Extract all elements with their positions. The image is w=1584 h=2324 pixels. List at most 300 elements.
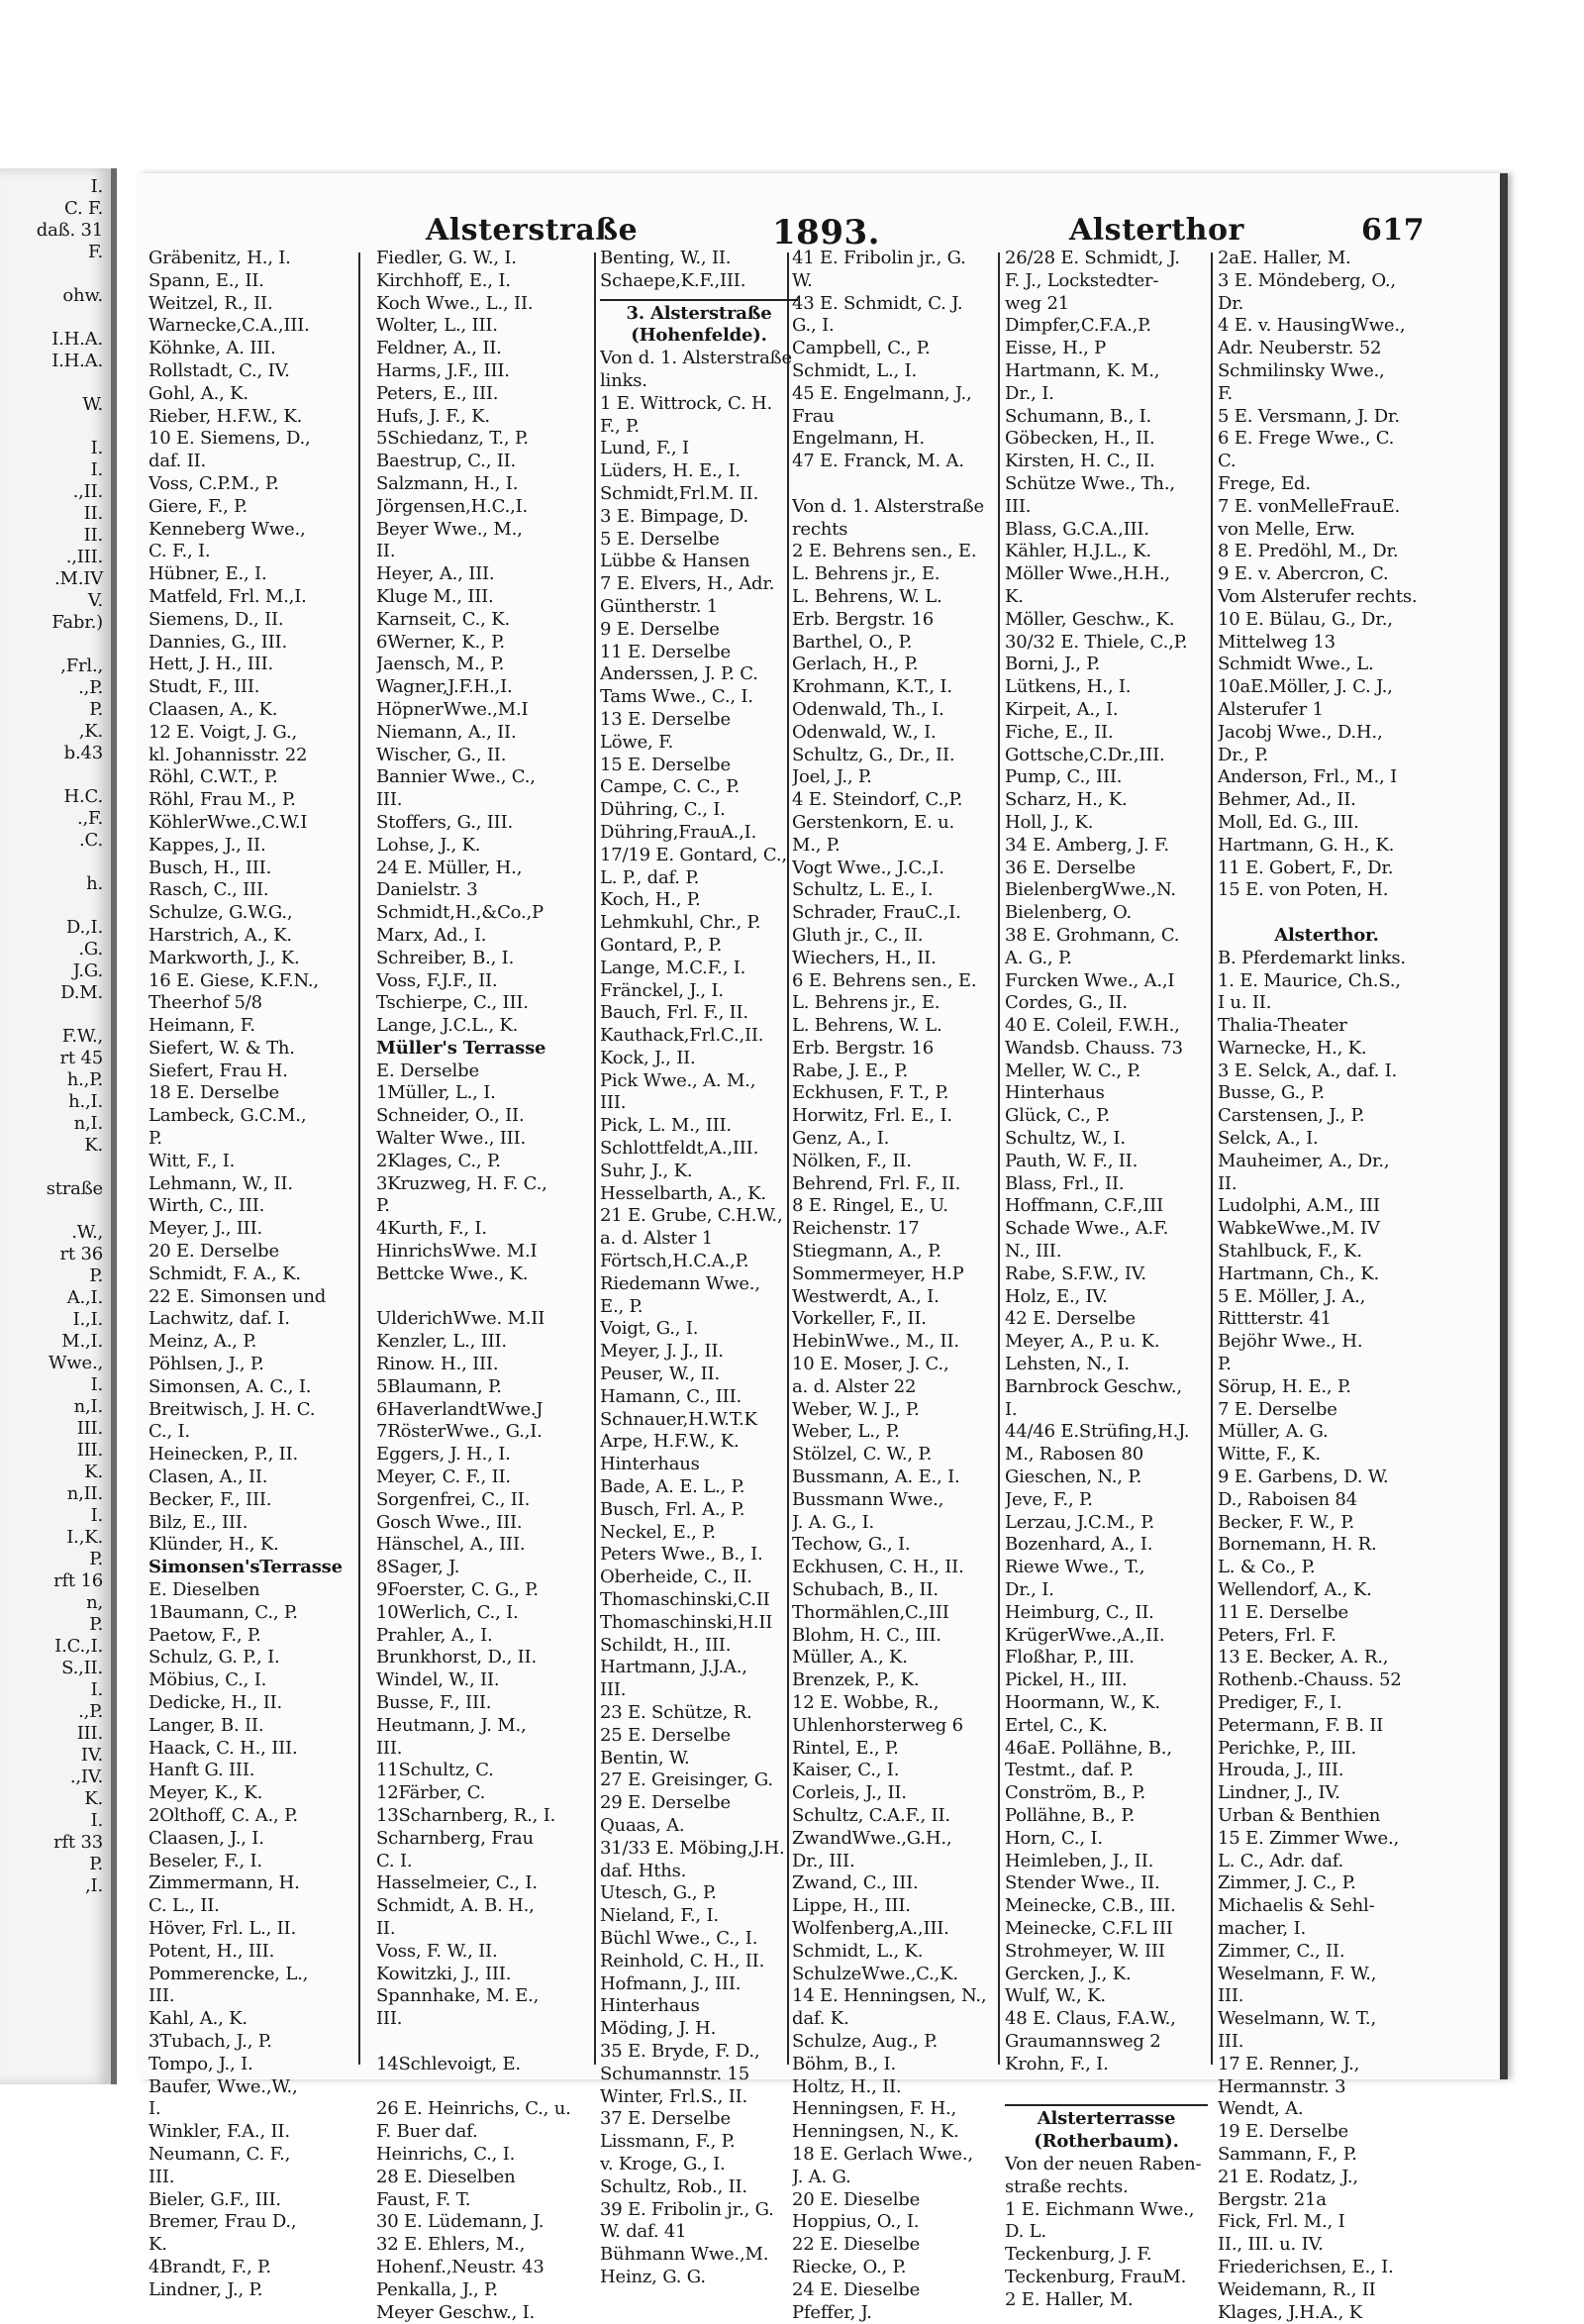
directory-entry: 5Blaumann, P. bbox=[376, 1375, 502, 1397]
directory-entry: 31/33 E. Möbing,J.H. bbox=[600, 1837, 785, 1859]
directory-entry: Henningsen, F. H., bbox=[792, 2098, 957, 2120]
directory-entry: N., III. bbox=[1005, 1241, 1062, 1263]
directory-entry: 20 E. Derselbe bbox=[148, 1241, 279, 1263]
previous-page-line: I. bbox=[90, 1810, 103, 1831]
directory-entry: Büchl Wwe., C., I. bbox=[600, 1927, 758, 1949]
directory-entry: Lippe, H., III. bbox=[792, 1895, 911, 1917]
directory-entry: Hrouda, J., III. bbox=[1218, 1760, 1344, 1781]
directory-entry: Conström, B., P. bbox=[1005, 1782, 1146, 1804]
directory-entry: macher, I. bbox=[1218, 1917, 1307, 1939]
directory-entry: Weselmann, W. T., bbox=[1218, 2008, 1376, 2030]
previous-page-line: ,I. bbox=[85, 1875, 103, 1896]
previous-page-line: n,II. bbox=[66, 1483, 103, 1504]
directory-entry: 10 E. Siemens, D., bbox=[148, 428, 311, 450]
directory-entry: Koch, H., P. bbox=[600, 889, 701, 911]
previous-page-line: D.,I. bbox=[65, 917, 103, 938]
directory-entry: Reinhold, C. H., II. bbox=[600, 1950, 765, 1971]
directory-entry: III. bbox=[1005, 495, 1032, 517]
directory-entry: Dr. bbox=[1218, 292, 1244, 314]
previous-page-line: rt 45 bbox=[59, 1048, 103, 1068]
directory-entry: Blass, G.C.A.,III. bbox=[1005, 518, 1149, 540]
directory-entry: Schaepe,K.F.,III. bbox=[600, 269, 746, 291]
previous-page-line: II. bbox=[83, 525, 103, 546]
directory-entry: 11 E. Gobert, F., Dr. bbox=[1218, 857, 1394, 878]
directory-entry: Schulz, G. P., I. bbox=[148, 1647, 280, 1668]
directory-entry: Nölken, F., II. bbox=[792, 1150, 912, 1171]
directory-entry: Von der neuen Raben- bbox=[1005, 2153, 1202, 2174]
previous-page-line: I. bbox=[90, 1679, 103, 1700]
directory-entry: III. bbox=[1218, 2030, 1244, 2052]
previous-page-line: J.G. bbox=[72, 960, 103, 981]
directory-entry: Bilz, E., III. bbox=[148, 1511, 248, 1533]
directory-entry: Lissmann, F., P. bbox=[600, 2131, 736, 2153]
previous-page-edge bbox=[0, 168, 117, 2084]
directory-entry: 3 E. Möndeberg, O., bbox=[1218, 269, 1396, 291]
directory-entry: Horn, C., I. bbox=[1005, 1827, 1103, 1849]
directory-entry: 5Schiedanz, T., P. bbox=[376, 428, 529, 450]
directory-entry: F. J., Lockstedter- bbox=[1005, 269, 1159, 291]
directory-entry: Weber, L., P. bbox=[792, 1421, 900, 1443]
directory-entry: Odenwald, Th., I. bbox=[792, 698, 944, 720]
directory-entry: Lehsten, N., I. bbox=[1005, 1354, 1130, 1375]
directory-entry: Lehmkuhl, Chr., P. bbox=[600, 912, 761, 934]
directory-entry: Peters Wwe., B., I. bbox=[600, 1544, 763, 1566]
column-6 bbox=[1218, 248, 1436, 2324]
directory-entry: A. G., P. bbox=[1005, 947, 1072, 968]
directory-entry: Weidemann, R., II bbox=[1218, 2278, 1376, 2300]
directory-entry: M., Rabosen 80 bbox=[1005, 1444, 1143, 1465]
directory-entry: Möller, Geschw., K. bbox=[1005, 608, 1175, 630]
directory-entry: Campe, C. C., P. bbox=[600, 776, 741, 798]
directory-entry: Stoffers, G., III. bbox=[376, 811, 514, 833]
directory-entry: Penkalla, J., P. bbox=[376, 2278, 498, 2300]
directory-entry: L. Behrens, W. L. bbox=[792, 585, 942, 607]
previous-page-line: I. bbox=[90, 459, 103, 480]
directory-entry: Gieschen, N., P. bbox=[1005, 1466, 1142, 1488]
previous-page-line: I.,I. bbox=[72, 1309, 103, 1330]
directory-entry: Bielenberg, O. bbox=[1005, 902, 1133, 924]
directory-entry: Corleis, J., II. bbox=[792, 1782, 907, 1804]
previous-page-line bbox=[37, 372, 111, 394]
section-heading: Alsterthor. bbox=[1274, 924, 1379, 946]
directory-entry: 5 E. Möller, J. A., bbox=[1218, 1285, 1366, 1307]
directory-entry: Utesch, G., P. bbox=[600, 1882, 717, 1904]
directory-entry: 30 E. Lüdemann, J. bbox=[376, 2211, 544, 2233]
previous-page-line: b.43 bbox=[63, 743, 103, 763]
directory-entry: Hofmann, J., III. bbox=[600, 1972, 742, 1994]
directory-entry: Bozenhard, A., I. bbox=[1005, 1534, 1153, 1556]
directory-entry: Rieber, H.F.W., K. bbox=[148, 405, 303, 427]
directory-entry: 24 E. Müller, H., bbox=[376, 857, 523, 878]
directory-entry: Faust, F. T. bbox=[376, 2188, 471, 2210]
header-year: 1893. bbox=[772, 213, 880, 253]
directory-entry: II. bbox=[1218, 1172, 1238, 1194]
directory-entry: Riecke, O., P. bbox=[792, 2256, 907, 2277]
directory-entry: III. bbox=[600, 1092, 627, 1114]
previous-page-line: V. bbox=[87, 590, 103, 611]
directory-entry: Meyer Geschw., I. bbox=[376, 2301, 536, 2323]
directory-entry: 41 E. Fribolin jr., G. bbox=[792, 248, 966, 268]
directory-entry: Vorkeller, F., II. bbox=[792, 1308, 927, 1330]
previous-page-line: n,I. bbox=[73, 1113, 103, 1134]
previous-page-line: .G. bbox=[78, 939, 103, 960]
directory-entry: 30/32 E. Thiele, C.,P. bbox=[1005, 631, 1188, 653]
directory-entry: 13 E. Derselbe bbox=[600, 708, 731, 730]
directory-entry: 17/19 E. Gontard, C., bbox=[600, 844, 787, 865]
directory-entry: Meinecke, C.B., III. bbox=[1005, 1895, 1176, 1917]
previous-page-line: F.W., bbox=[61, 1026, 103, 1047]
directory-entry: 18 E. Derselbe bbox=[148, 1082, 279, 1104]
directory-entry: 2aE. Haller, M. bbox=[1218, 248, 1351, 268]
directory-entry: Schubach, B., II. bbox=[792, 1579, 939, 1601]
directory-entry: 16 E. Giese, K.F.N., bbox=[148, 969, 319, 991]
directory-entry: Zimmermann, H. bbox=[148, 1872, 300, 1894]
directory-entry: 4 E. Steindorf, C.,P. bbox=[792, 789, 963, 811]
directory-entry: 34 E. Amberg, J. F. bbox=[1005, 834, 1169, 856]
directory-entry: Oberheide, C., II. bbox=[600, 1566, 752, 1588]
directory-entry: Zimmer, C., II. bbox=[1218, 1940, 1345, 1962]
directory-entry: Pauth, W. F., II. bbox=[1005, 1150, 1138, 1171]
directory-entry: Kenzler, L., III. bbox=[376, 1331, 507, 1353]
directory-entry: Möding, J. H. bbox=[600, 2018, 717, 2040]
directory-entry: Schildt, H., III. bbox=[600, 1634, 732, 1656]
directory-entry: Hinterhaus bbox=[600, 1454, 700, 1475]
directory-entry: 36 E. Derselbe bbox=[1005, 857, 1136, 878]
directory-entry: 8Sager, J. bbox=[376, 1557, 460, 1578]
directory-entry: Rollstadt, C., IV. bbox=[148, 359, 290, 381]
directory-entry: 26 E. Heinrichs, C., u. bbox=[376, 2098, 571, 2120]
directory-entry: Becker, F., III. bbox=[148, 1488, 272, 1510]
directory-entry: Röhl, Frau M., P. bbox=[148, 789, 296, 811]
directory-entry: W. bbox=[792, 269, 813, 291]
directory-entry: Horwitz, Frl. E., I. bbox=[792, 1105, 952, 1127]
directory-entry: Bejöhr Wwe., H. bbox=[1218, 1331, 1363, 1353]
directory-entry: Wulf, W., K. bbox=[1005, 1985, 1106, 2007]
previous-page-line: I. bbox=[90, 438, 103, 458]
directory-entry: 11 E. Derselbe bbox=[1218, 1601, 1348, 1623]
directory-entry: Wolfenberg,A.,III. bbox=[792, 1917, 949, 1939]
directory-entry: 44/46 E.Strüfing,H.J. bbox=[1005, 1421, 1190, 1443]
directory-entry: Floßhar, P., III. bbox=[1005, 1647, 1135, 1668]
directory-entry: Bussmann, A. E., I. bbox=[792, 1466, 960, 1488]
directory-entry: Dannies, G., III. bbox=[148, 631, 287, 653]
directory-entry: 23 E. Schütze, R. bbox=[600, 1702, 752, 1723]
directory-entry: Schultz, L. E., I. bbox=[792, 879, 934, 901]
column-2 bbox=[376, 248, 584, 2324]
directory-entry: 7 E. Elvers, H., Adr. bbox=[600, 573, 775, 595]
directory-entry: P. bbox=[148, 1128, 162, 1150]
directory-entry: 10 E. Bülau, G., Dr., bbox=[1218, 608, 1393, 630]
previous-page-line: Fabr.) bbox=[51, 612, 103, 633]
directory-entry: 6HaverlandtWwe.J bbox=[376, 1398, 544, 1420]
directory-entry: Hartmann, Ch., K. bbox=[1218, 1263, 1379, 1284]
directory-entry: 26/28 E. Schmidt, J. bbox=[1005, 248, 1180, 268]
directory-entry: 40 E. Coleil, F.W.H., bbox=[1005, 1015, 1180, 1037]
directory-entry: Meinz, A., P. bbox=[148, 1331, 257, 1353]
directory-entry: 15 E. von Poten, H. bbox=[1218, 879, 1389, 901]
directory-entry: Gräbenitz, H., I. bbox=[148, 248, 291, 268]
directory-entry: Heinrichs, C., I. bbox=[376, 2143, 516, 2165]
previous-page-line: M.,I. bbox=[61, 1331, 103, 1352]
directory-entry: Bade, A. E. L., P. bbox=[600, 1476, 745, 1498]
section-heading: Simonsen'sTerrasse bbox=[148, 1557, 343, 1578]
directory-entry: Busch, Frl. A., P. bbox=[600, 1498, 745, 1520]
directory-entry: Kahl, A., K. bbox=[148, 2008, 248, 2030]
directory-entry: Hufs, J. F., K. bbox=[376, 405, 490, 427]
directory-entry: Stölzel, C. W., P. bbox=[792, 1444, 933, 1465]
directory-entry: L. & Co., P. bbox=[1218, 1557, 1316, 1578]
directory-entry: Förtsch,H.C.A.,P. bbox=[600, 1251, 749, 1272]
directory-entry: II. bbox=[376, 541, 396, 562]
directory-entry: II. bbox=[376, 1917, 396, 1939]
previous-page-line: P. bbox=[89, 1854, 103, 1874]
directory-entry: 10Werlich, C., I. bbox=[376, 1601, 519, 1623]
directory-entry: Hermannstr. 3 bbox=[1218, 2075, 1346, 2097]
directory-entry: Kauthack,Frl.C.,II. bbox=[600, 1025, 764, 1047]
directory-entry: Dühring,FrauA.,I. bbox=[600, 821, 757, 843]
directory-entry: Odenwald, W., I. bbox=[792, 721, 937, 743]
directory-entry: III. bbox=[148, 1985, 175, 2007]
column-5 bbox=[1005, 248, 1208, 2312]
directory-entry: Kirpeit, A., I. bbox=[1005, 698, 1119, 720]
directory-entry: Rabe, J. E., P. bbox=[792, 1060, 909, 1081]
column-4 bbox=[792, 248, 1000, 2324]
directory-entry: Winter, Frl.S., II. bbox=[600, 2085, 748, 2107]
directory-entry: Westwerdt, A., I. bbox=[792, 1285, 940, 1307]
directory-entry: Dr., I. bbox=[1005, 1579, 1054, 1601]
previous-page-line: .,P. bbox=[78, 677, 103, 698]
directory-entry: Techow, G., I. bbox=[792, 1534, 911, 1556]
previous-page-line: ohw. bbox=[62, 285, 103, 306]
directory-entry: Lübbe & Hansen bbox=[600, 551, 750, 572]
header-right-title: Alsterthor bbox=[1069, 213, 1244, 248]
directory-entry: Dr., P. bbox=[1218, 744, 1269, 765]
directory-entry: Schneider, O., II. bbox=[376, 1105, 525, 1127]
directory-entry: 4Kurth, F., I. bbox=[376, 1218, 487, 1240]
directory-entry: Harms, J.F., III. bbox=[376, 359, 510, 381]
directory-entry: Meyer, A., P. u. K. bbox=[1005, 1331, 1160, 1353]
directory-entry: Wiechers, H., II. bbox=[792, 947, 937, 968]
section-heading: 3. Alsterstraße bbox=[600, 299, 798, 326]
previous-page-line: h.,I. bbox=[68, 1091, 103, 1112]
previous-page-line: K. bbox=[84, 1462, 103, 1482]
previous-page-line: n, bbox=[86, 1592, 103, 1613]
directory-entry: 24 E. Dieselbe bbox=[792, 2278, 921, 2300]
directory-entry: Hasselmeier, C., I. bbox=[376, 1872, 538, 1894]
directory-entry: Fick, Frl. M., I bbox=[1218, 2211, 1345, 2233]
previous-page-line: A.,I. bbox=[66, 1287, 103, 1308]
previous-page-line: h. bbox=[86, 873, 103, 894]
directory-entry: Claasen, A., K. bbox=[148, 698, 278, 720]
directory-entry: 39 E. Fribolin jr., G. bbox=[600, 2198, 774, 2220]
directory-entry: Schmidt Wwe., L. bbox=[1218, 654, 1374, 675]
directory-entry: Peters, Frl. F. bbox=[1218, 1624, 1336, 1646]
directory-entry: Kirsten, H. C., II. bbox=[1005, 451, 1155, 472]
directory-entry: 17 E. Renner, J., bbox=[1218, 2053, 1360, 2074]
directory-entry: Bettcke Wwe., K. bbox=[376, 1263, 529, 1284]
directory-entry: Petermann, F. B. II bbox=[1218, 1714, 1384, 1736]
directory-entry: SchulzeWwe.,C.,K. bbox=[792, 1963, 958, 1984]
previous-page-line: F. bbox=[87, 242, 103, 262]
directory-entry: 15 E. Zimmer Wwe., bbox=[1218, 1827, 1399, 1849]
directory-entry: Möller Wwe.,H.H., bbox=[1005, 563, 1170, 585]
directory-entry: 2 E. Behrens sen., E. bbox=[792, 541, 977, 562]
directory-entry: Peuser, W., II. bbox=[600, 1364, 720, 1385]
directory-entry: Walter Wwe., III. bbox=[376, 1128, 527, 1150]
directory-entry: 19 E. Derselbe bbox=[1218, 2121, 1348, 2143]
directory-entry: L. C., Adr. daf. bbox=[1218, 1850, 1344, 1871]
directory-entry: F. Buer daf. bbox=[376, 2121, 478, 2143]
directory-entry: Selck, A., I. bbox=[1218, 1128, 1319, 1150]
directory-entry: Schlottfeldt,A.,III. bbox=[600, 1138, 759, 1160]
page-number: 617 bbox=[1361, 213, 1426, 248]
previous-page-line: I.C.,I. bbox=[54, 1636, 103, 1657]
directory-entry: Stender Wwe., II. bbox=[1005, 1872, 1160, 1894]
directory-entry: Heimburg, C., II. bbox=[1005, 1601, 1154, 1623]
directory-entry: KrügerWwe.,A.,II. bbox=[1005, 1624, 1165, 1646]
directory-entry: Hoffmann, C.F.,III bbox=[1005, 1195, 1163, 1217]
directory-entry: Hett, J. H., III. bbox=[148, 654, 274, 675]
directory-entry: 45 E. Engelmann, J., bbox=[792, 382, 972, 404]
directory-entry: Spannhake, M. E., bbox=[376, 1985, 540, 2007]
directory-entry: Glück, C., P. bbox=[1005, 1105, 1111, 1127]
directory-entry: Kähler, H.J.L., K. bbox=[1005, 541, 1151, 562]
directory-entry: Markworth, J., K. bbox=[148, 947, 300, 968]
previous-page-line: K. bbox=[84, 1135, 103, 1156]
directory-entry: 9 E. Derselbe bbox=[600, 618, 720, 640]
directory-entry: Schultz, G., Dr., II. bbox=[792, 744, 955, 765]
directory-entry: Thalia-Theater bbox=[1218, 1015, 1347, 1037]
directory-entry: Pöhlsen, J., P. bbox=[148, 1354, 264, 1375]
directory-entry: 6 E. Frege Wwe., C. bbox=[1218, 428, 1395, 450]
directory-entry: Strohmeyer, W. III bbox=[1005, 1940, 1165, 1962]
directory-entry: Von d. 1. Alsterstraße bbox=[600, 348, 792, 369]
directory-entry: Busse, G., P. bbox=[1218, 1082, 1325, 1104]
previous-page-line: rt 36 bbox=[59, 1244, 103, 1264]
directory-entry: Gerlach, H., P. bbox=[792, 654, 919, 675]
directory-entry: 2Klages, C., P. bbox=[376, 1150, 501, 1171]
directory-entry: Pump, C., III. bbox=[1005, 766, 1123, 788]
directory-entry: Suhr, J., K. bbox=[600, 1160, 693, 1181]
directory-entry bbox=[376, 2076, 584, 2099]
directory-entry: W. daf. 41 bbox=[600, 2221, 687, 2243]
directory-entry: 2Olthoff, C. A., P. bbox=[148, 1804, 298, 1826]
directory-entry: Gosch Wwe., III. bbox=[376, 1511, 523, 1533]
directory-entry: Arpe, H.F.W., K. bbox=[600, 1431, 740, 1453]
directory-entry: Clasen, A., II. bbox=[148, 1466, 268, 1488]
directory-entry: daf. K. bbox=[792, 2008, 849, 2030]
directory-entry: C. L., II. bbox=[148, 1895, 220, 1917]
directory-entry: Adr. Neuberstr. 52 bbox=[1218, 338, 1382, 359]
directory-entry: 38 E. Grohmann, C. bbox=[1005, 924, 1180, 946]
directory-entry: Heinecken, P., II. bbox=[148, 1444, 298, 1465]
directory-entry: Teckenburg, FrauM. bbox=[1005, 2266, 1187, 2287]
directory-entry: 4 E. v. HausingWwe., bbox=[1218, 315, 1406, 337]
directory-entry: Friederichsen, E., I. bbox=[1218, 2256, 1394, 2277]
directory-entry: v. Kroge, G., I. bbox=[600, 2153, 726, 2174]
previous-page-line: .,IV. bbox=[69, 1767, 103, 1787]
directory-entry: Kenneberg Wwe., bbox=[148, 518, 306, 540]
directory-entry: Stahlbuck, F., K. bbox=[1218, 1241, 1362, 1263]
directory-entry: 21 E. Grube, C.H.W., bbox=[600, 1205, 783, 1227]
directory-entry: Schnauer,H.W.T.K bbox=[600, 1408, 757, 1430]
directory-entry: 28 E. Dieselben bbox=[376, 2166, 516, 2187]
directory-entry bbox=[792, 473, 1000, 496]
directory-entry: Tams Wwe., C., I. bbox=[600, 686, 753, 708]
directory-entry: Haack, C. H., III. bbox=[148, 1737, 298, 1759]
directory-entry: Gottsche,C.Dr.,III. bbox=[1005, 744, 1165, 765]
directory-entry: 20 E. Dieselbe bbox=[792, 2188, 921, 2210]
directory-entry: III. bbox=[376, 789, 403, 811]
directory-entry: Benting, W., II. bbox=[600, 248, 732, 268]
directory-entry: I. bbox=[148, 2098, 161, 2120]
directory-entry: Siefert, W. & Th. bbox=[148, 1037, 295, 1059]
directory-entry: Henningsen, N., K. bbox=[792, 2121, 959, 2143]
directory-entry: Warnecke,C.A.,III. bbox=[148, 315, 310, 337]
directory-entry: a. d. Alster 1 bbox=[600, 1228, 713, 1250]
directory-entry: Eisse, H., P bbox=[1005, 338, 1107, 359]
directory-entry: Rittterstr. 41 bbox=[1218, 1308, 1332, 1330]
section-heading: (Rotherbaum). bbox=[1034, 2131, 1179, 2153]
directory-entry: C. bbox=[1218, 451, 1237, 472]
previous-page-line: I. bbox=[90, 1374, 103, 1395]
previous-page-line bbox=[37, 764, 111, 786]
directory-entry: 22 E. Simonsen und bbox=[148, 1285, 327, 1307]
directory-entry bbox=[1005, 2076, 1208, 2099]
previous-page-line: .,P. bbox=[78, 1701, 103, 1722]
directory-entry: Gercken, J., K. bbox=[1005, 1963, 1132, 1984]
directory-entry: Hoormann, W., K. bbox=[1005, 1692, 1160, 1713]
directory-entry: Prahler, A., I. bbox=[376, 1624, 493, 1646]
previous-page-line: daß. 31 bbox=[36, 220, 103, 241]
previous-page-line: P. bbox=[89, 1614, 103, 1635]
previous-page-line bbox=[37, 416, 111, 438]
directory-entry: Alsterufer 1 bbox=[1218, 698, 1324, 720]
directory-entry: 1 E. Wittrock, C. H. bbox=[600, 392, 773, 414]
directory-entry: Schultz, C.A.F., II. bbox=[792, 1804, 950, 1826]
directory-entry: I u. II. bbox=[1218, 992, 1272, 1014]
previous-page-line bbox=[37, 1004, 111, 1026]
directory-entry: 1Baumann, C., P. bbox=[148, 1601, 298, 1623]
column-1 bbox=[148, 248, 346, 2302]
previous-page-line: K. bbox=[84, 1788, 103, 1809]
directory-entry: Dr., I. bbox=[1005, 382, 1054, 404]
directory-entry: K. bbox=[148, 2234, 167, 2256]
directory-entry: Lambeck, G.C.M., bbox=[148, 1105, 307, 1127]
directory-entry: 5 E. Derselbe bbox=[600, 528, 720, 550]
directory-entry: Ertel, C., K. bbox=[1005, 1714, 1108, 1736]
previous-page-line bbox=[37, 1200, 111, 1222]
directory-entry: Rinow. H., III. bbox=[376, 1354, 499, 1375]
directory-entry: Witte, F., K. bbox=[1218, 1444, 1321, 1465]
directory-entry: Dedicke, H., II. bbox=[148, 1692, 283, 1713]
directory-entry: Windel, W., II. bbox=[376, 1669, 500, 1691]
directory-entry: Harstrich, A., K. bbox=[148, 924, 292, 946]
directory-entry: Müller, A., K. bbox=[792, 1647, 908, 1668]
directory-entry: III. bbox=[148, 2166, 175, 2187]
directory-entry: Matfeld, Frl. M.,I. bbox=[148, 585, 307, 607]
directory-entry: Klünder, H., K. bbox=[148, 1534, 279, 1556]
directory-entry: 43 E. Schmidt, C. J. bbox=[792, 292, 963, 314]
directory-entry: Eckhusen, F. T., P. bbox=[792, 1082, 949, 1104]
directory-entry: Bentin, W. bbox=[600, 1747, 690, 1768]
column-divider bbox=[358, 253, 360, 2065]
directory-entry: 13 E. Becker, A. R., bbox=[1218, 1647, 1389, 1668]
directory-entry: Schade Wwe., A.F. bbox=[1005, 1218, 1169, 1240]
directory-entry: 9 E. v. Abercron, C. bbox=[1218, 563, 1389, 585]
directory-entry: Hanft G. III. bbox=[148, 1760, 255, 1781]
directory-entry: Schultz, Rob., II. bbox=[600, 2175, 747, 2197]
